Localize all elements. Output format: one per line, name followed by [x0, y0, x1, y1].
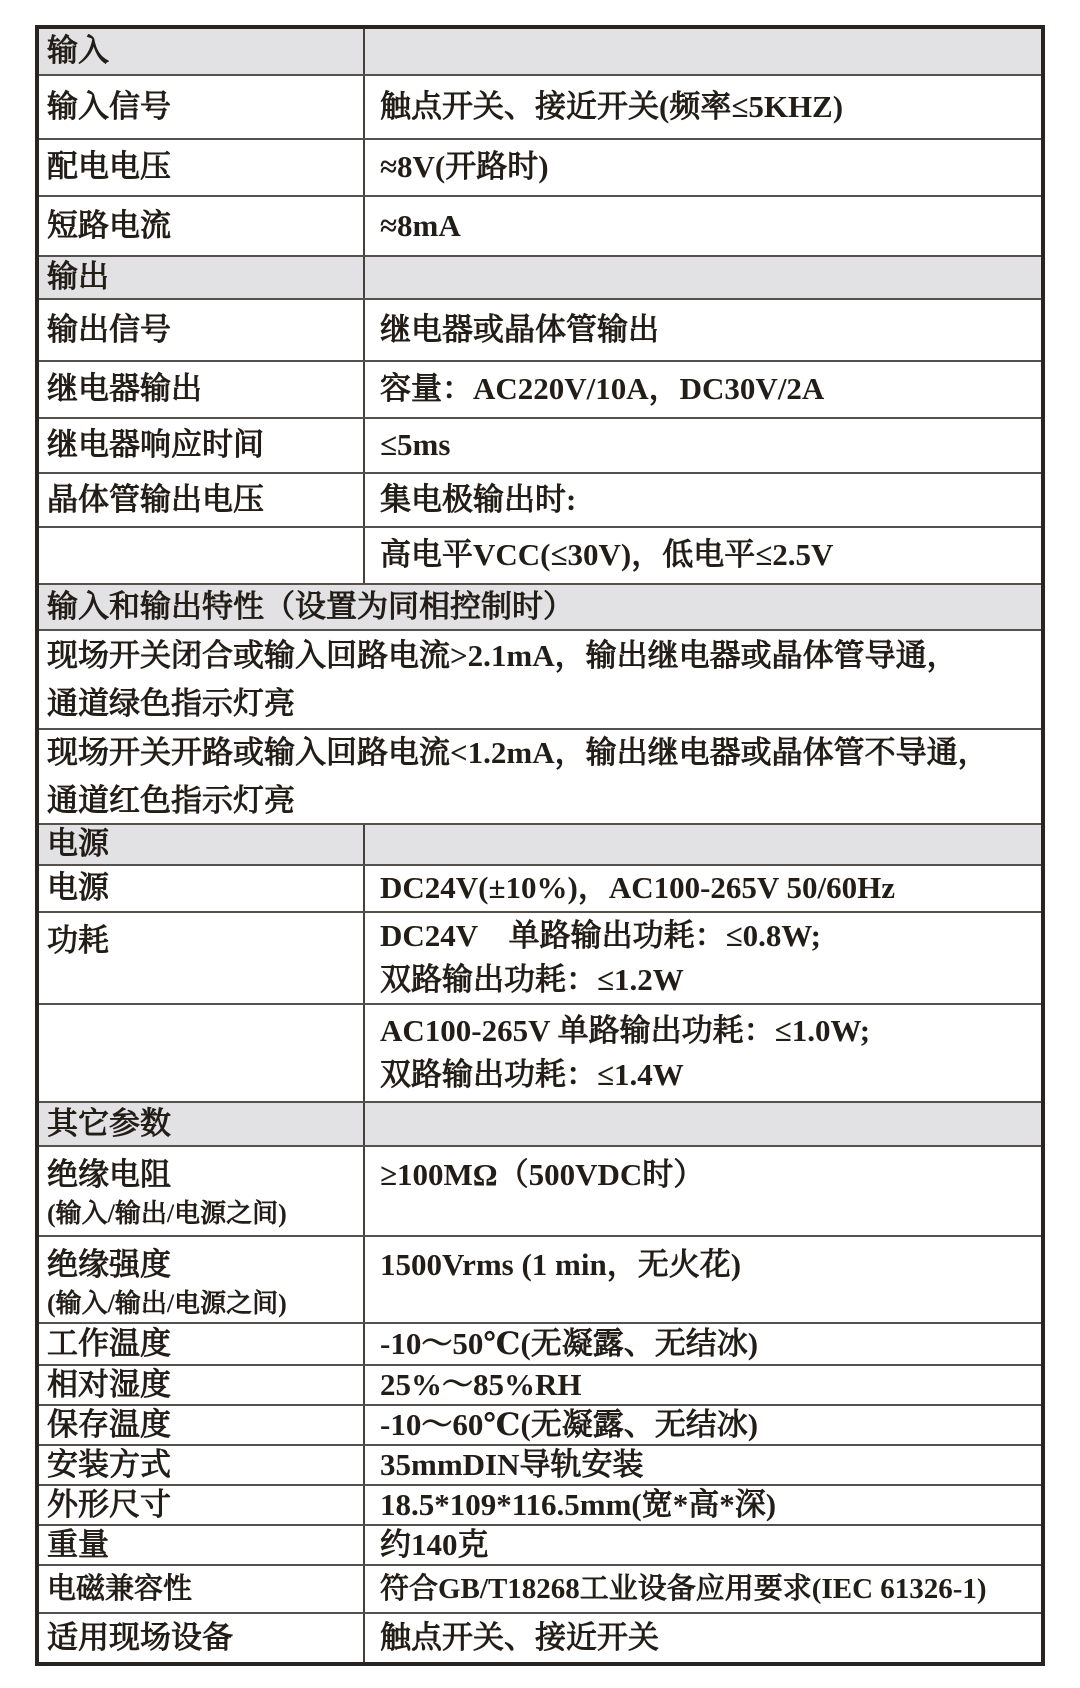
row-power-consumption-ac	[39, 1003, 1041, 1101]
spec-label	[39, 1406, 365, 1444]
section-title	[39, 585, 1041, 629]
row-power-supply	[39, 864, 1041, 911]
spec-value-text: ≈8mA	[380, 207, 461, 243]
spec-note	[39, 631, 1041, 728]
spec-label-text: 安装方式	[47, 1446, 171, 1482]
row-relay-output	[39, 360, 1041, 417]
spec-value	[365, 1406, 1041, 1444]
spec-label	[39, 197, 365, 255]
spec-value	[365, 1526, 1041, 1564]
row-output-signal	[39, 298, 1041, 360]
spec-label-text: 适用现场设备	[47, 1619, 233, 1655]
spec-value	[365, 1237, 1041, 1322]
spec-note-line2: 通道绿色指示灯亮	[47, 685, 295, 721]
spec-label-text: 输入信号	[47, 88, 171, 124]
spec-label-text: 继电器响应时间	[47, 427, 264, 463]
spec-label	[39, 1566, 365, 1612]
row-mounting	[39, 1444, 1041, 1484]
spec-value	[365, 1566, 1041, 1612]
row-switch-open	[39, 728, 1041, 823]
row-insulation-strength	[39, 1235, 1041, 1322]
row-weight	[39, 1524, 1041, 1564]
spec-value	[365, 197, 1041, 255]
spec-value-line2: 双路输出功耗：≤1.4W	[380, 1057, 684, 1092]
section-title-text: 输入	[47, 33, 109, 69]
section-header-other-params	[39, 1101, 1041, 1145]
row-input-signal	[39, 74, 1041, 138]
spec-label-text: 工作温度	[47, 1325, 171, 1361]
spec-value	[365, 1614, 1041, 1662]
spec-value-text: ≥100MΩ（500VDC时）	[380, 1157, 705, 1192]
section-spacer	[365, 29, 1041, 74]
spec-label	[39, 1446, 365, 1484]
spec-value-text: ≤5ms	[380, 427, 451, 463]
section-spacer	[365, 1103, 1041, 1145]
spec-value	[365, 474, 1041, 526]
spec-value-text: 容量：AC220V/10A，DC30V/2A	[380, 371, 825, 407]
spec-label-line1: 绝缘强度	[47, 1247, 171, 1282]
spec-label	[39, 140, 365, 195]
spec-value-text: 继电器或晶体管输出	[380, 311, 659, 347]
spec-label-text: 功耗	[47, 923, 109, 958]
spec-value-text: ≈8V(开路时)	[380, 149, 549, 185]
spec-label	[39, 1526, 365, 1564]
spec-label-empty	[39, 1005, 365, 1101]
spec-value	[365, 1005, 1041, 1101]
spec-value-line2: 双路输出功耗：≤1.2W	[380, 962, 684, 997]
row-distribution-voltage	[39, 138, 1041, 195]
section-spacer	[365, 825, 1041, 864]
spec-value-text: 高电平VCC(≤30V)，低电平≤2.5V	[380, 537, 834, 573]
spec-label-text: 重量	[47, 1526, 109, 1562]
spec-label	[39, 1147, 365, 1235]
spec-label-line2: (输入/输出/电源之间)	[47, 1199, 287, 1228]
spec-table	[35, 25, 1045, 1666]
spec-value	[365, 140, 1041, 195]
spec-note-line1: 现场开关开路或输入回路电流<1.2mA，输出继电器或晶体管不导通，	[47, 734, 989, 770]
spec-label-text: 配电电压	[47, 149, 171, 185]
section-title	[39, 257, 365, 298]
spec-label-text: 继电器输出	[47, 371, 202, 407]
spec-label	[39, 866, 365, 911]
section-header-power	[39, 823, 1041, 864]
row-switch-closed	[39, 629, 1041, 728]
spec-label-text: 电源	[47, 870, 109, 906]
spec-value-text: -10～60℃(无凝露、无结冰)	[380, 1406, 759, 1442]
section-title	[39, 1103, 365, 1145]
spec-label	[39, 1366, 365, 1404]
row-transistor-levels	[39, 526, 1041, 583]
spec-label	[39, 300, 365, 360]
spec-value	[365, 1147, 1041, 1235]
spec-value	[365, 528, 1041, 583]
spec-label-text: 晶体管输出电压	[47, 481, 264, 517]
spec-value-line1: DC24V 单路输出功耗：≤0.8W;	[380, 918, 821, 953]
spec-label-text: 电磁兼容性	[47, 1572, 193, 1605]
spec-label	[39, 1324, 365, 1364]
section-title	[39, 825, 365, 864]
spec-label-empty	[39, 528, 365, 583]
spec-label	[39, 913, 365, 1003]
spec-label	[39, 1486, 365, 1524]
spec-label	[39, 1237, 365, 1322]
row-dimensions	[39, 1484, 1041, 1524]
spec-label-text: 输出信号	[47, 311, 171, 347]
section-header-io-characteristics	[39, 583, 1041, 629]
row-emc	[39, 1564, 1041, 1612]
section-header-output	[39, 255, 1041, 298]
row-power-consumption-dc	[39, 911, 1041, 1003]
section-title-text: 输入和输出特性（设置为同相控制时）	[47, 588, 574, 624]
spec-value	[365, 1366, 1041, 1404]
spec-label	[39, 474, 365, 526]
spec-note-line1: 现场开关闭合或输入回路电流>2.1mA，输出继电器或晶体管导通，	[47, 637, 958, 673]
spec-label-line1: 绝缘电阻	[47, 1157, 171, 1192]
spec-value-text: 1500Vrms (1 min，无火花)	[380, 1247, 742, 1282]
spec-label	[39, 362, 365, 417]
spec-value	[365, 1446, 1041, 1484]
row-relative-humidity	[39, 1364, 1041, 1404]
spec-value-text: 符合GB/T18268工业设备应用要求(IEC 61326-1)	[380, 1572, 987, 1605]
row-insulation-resistance	[39, 1145, 1041, 1235]
spec-value	[365, 76, 1041, 138]
spec-value-text: -10～50℃(无凝露、无结冰)	[380, 1325, 759, 1361]
row-operating-temp	[39, 1322, 1041, 1364]
spec-label-line2: (输入/输出/电源之间)	[47, 1289, 287, 1318]
spec-label	[39, 1614, 365, 1662]
spec-value	[365, 913, 1041, 1003]
spec-value-text: DC24V(±10%)，AC100-265V 50/60Hz	[380, 870, 895, 906]
spec-label	[39, 419, 365, 472]
spec-label-text: 外形尺寸	[47, 1486, 171, 1522]
spec-value	[365, 866, 1041, 911]
spec-label-text: 相对湿度	[47, 1366, 171, 1402]
section-title-text: 其它参数	[47, 1105, 171, 1141]
spec-value	[365, 1324, 1041, 1364]
spec-value	[365, 419, 1041, 472]
row-relay-response-time	[39, 417, 1041, 472]
spec-value	[365, 300, 1041, 360]
row-transistor-output-voltage	[39, 472, 1041, 526]
section-header-input	[39, 29, 1041, 74]
spec-label-text: 短路电流	[47, 207, 171, 243]
section-spacer	[365, 257, 1041, 298]
row-field-devices	[39, 1612, 1041, 1662]
spec-note	[39, 730, 1041, 823]
section-title-text: 输出	[47, 259, 109, 295]
spec-value-text: 集电极输出时:	[380, 481, 577, 517]
spec-label	[39, 76, 365, 138]
section-title	[39, 29, 365, 74]
section-title-text: 电源	[47, 826, 109, 862]
spec-value-text: 约140克	[380, 1526, 489, 1562]
spec-note-line2: 通道红色指示灯亮	[47, 782, 295, 818]
spec-label-text: 保存温度	[47, 1406, 171, 1442]
spec-value-line1: AC100-265V 单路输出功耗：≤1.0W;	[380, 1013, 871, 1048]
spec-value-text: 35mmDIN导轨安装	[380, 1446, 644, 1482]
spec-value-text: 触点开关、接近开关(频率≤5KHZ)	[380, 88, 844, 124]
row-short-circuit-current	[39, 195, 1041, 255]
spec-value	[365, 362, 1041, 417]
spec-value-text: 触点开关、接近开关	[380, 1619, 659, 1655]
spec-value	[365, 1486, 1041, 1524]
spec-value-text: 18.5*109*116.5mm(宽*高*深)	[380, 1486, 777, 1522]
spec-value-text: 25%～85%RH	[380, 1366, 582, 1402]
row-storage-temp	[39, 1404, 1041, 1444]
